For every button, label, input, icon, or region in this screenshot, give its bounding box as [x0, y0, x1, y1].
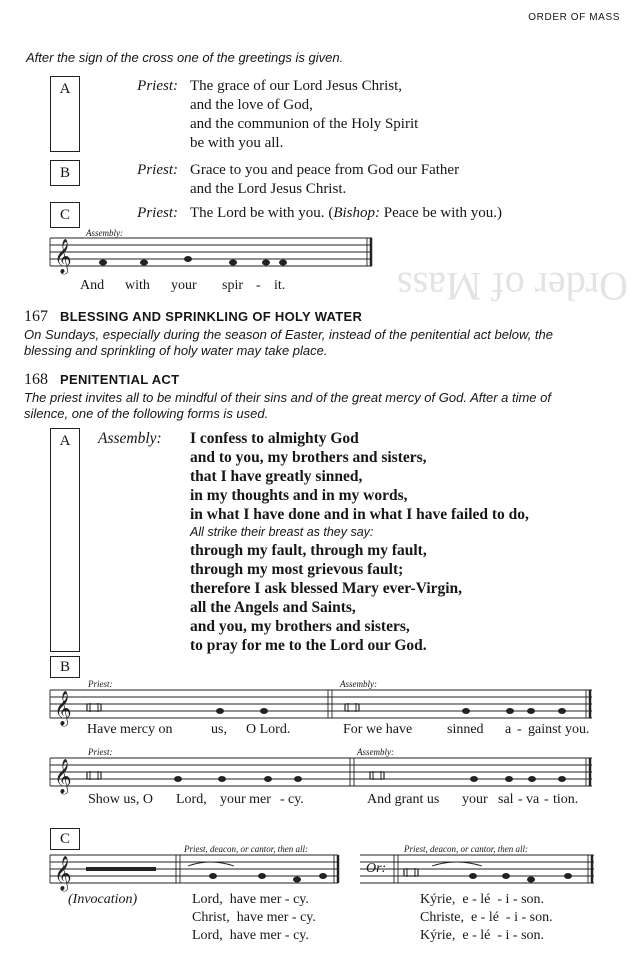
form-b-label: B — [50, 656, 80, 678]
confiteor-line: in my thoughts and in my words, — [190, 487, 408, 504]
form-b-row2-lyric: And grant us — [367, 792, 440, 807]
form-b-row1-lyric: a — [505, 722, 512, 737]
form-b-row1-role-left: Priest: — [88, 679, 113, 689]
form-b-row2-lyric: sal — [498, 792, 514, 807]
form-b-row2-lyric: va — [526, 792, 540, 807]
section-167-rubric: On Sundays, especially during the season of Easter, instead of the penitential act below, the — [24, 327, 554, 342]
form-c-left-line: Lord, have mer - cy. — [192, 892, 309, 907]
note — [527, 877, 535, 883]
running-head: ORDER OF MASS — [528, 12, 620, 23]
slur — [188, 862, 234, 866]
form-c-right-line: Kýrie, e - lé - i - son. — [420, 892, 545, 907]
form-b-row2-lyric: your mer — [220, 792, 271, 807]
chant-1-syllable: with — [125, 278, 150, 293]
section-168-rubric: silence, one of the following forms is used. — [24, 406, 269, 421]
greeting-c-text: The Lord be with you. — [190, 205, 325, 221]
greeting-a-line: be with you all. — [190, 135, 284, 151]
form-c-notes — [209, 868, 572, 883]
note — [258, 873, 266, 879]
note — [319, 873, 327, 879]
chant-1-syllable: And — [80, 278, 105, 293]
form-c-right-line: Kýrie, e - lé - i - son. — [420, 928, 545, 943]
section-number: 168 — [24, 371, 48, 388]
form-c-label: C — [50, 828, 80, 850]
section-title: PENITENTIAL ACT — [60, 372, 180, 387]
greeting-b-label: B — [50, 160, 80, 186]
bleed-through-heading: Order of Mass — [396, 264, 628, 309]
greeting-c-speaker: Priest: — [137, 205, 178, 221]
chant-1-syllable: it. — [274, 278, 286, 293]
note — [502, 873, 510, 879]
form-b-row1-lyric: O Lord. — [246, 722, 291, 737]
greeting-a-line: and the love of God, — [190, 97, 313, 113]
greeting-b-speaker: Priest: — [137, 162, 178, 178]
confiteor-line: and to you, my brothers and sisters, — [190, 449, 427, 466]
chant-1-syllable: spir — [222, 278, 243, 293]
form-c-role-left: Priest, deacon, or cantor, then all: — [184, 844, 308, 854]
treble-clef-icon: 𝄞 — [54, 856, 72, 891]
invocation-bar — [86, 867, 156, 871]
note — [564, 873, 572, 879]
note — [293, 877, 301, 883]
form-b-row2-lyric: cy. — [288, 792, 304, 807]
confiteor-line: through my fault, through my fault, — [190, 542, 427, 559]
confiteor-line: I confess to almighty God — [190, 430, 359, 447]
chant-1-syllable: - — [256, 278, 261, 293]
greeting-c-label: C — [50, 202, 80, 228]
confiteor-line: and you, my brothers and sisters, — [190, 618, 410, 635]
greeting-a-label: A — [59, 81, 71, 97]
form-b-row1-lyric: gainst you. — [528, 722, 590, 737]
chant-1-role: Assembly: — [86, 228, 123, 238]
form-b-row1-lyric: - — [517, 722, 522, 737]
confiteor-line: in what I have done and in what I have failed to do, — [190, 506, 529, 523]
bishop-label: Bishop: — [333, 205, 380, 221]
bishop-text: Peace be with you.) — [383, 205, 503, 221]
form-a-label: A — [59, 433, 71, 449]
greeting-a-line: The grace of our Lord Jesus Christ, — [190, 78, 403, 94]
section-167-rubric: blessing and sprinkling of holy water may take place. — [24, 343, 328, 358]
greeting-a-speaker: Priest: — [137, 78, 178, 94]
greeting-a-line: and the communion of the Holy Spirit — [190, 116, 419, 132]
confiteor-line: through my most grievous fault; — [190, 561, 404, 578]
form-b-row2-lyric: your — [462, 792, 488, 807]
form-b-row1-lyric: us, — [211, 722, 227, 737]
form-c-left-line: Christ, have mer - cy. — [192, 910, 316, 925]
slur — [432, 862, 482, 866]
form-b-row2-lyric: Show us, O — [88, 792, 153, 807]
form-b-row2-role-left: Priest: — [88, 747, 113, 757]
treble-clef-icon: 𝄞 — [54, 759, 72, 794]
confiteor-line: therefore I ask blessed Mary ever-Virgin, — [190, 580, 463, 597]
form-b-row2-lyric: - — [280, 792, 285, 807]
form-c-left-line: Lord, have mer - cy. — [192, 928, 309, 943]
form-c-role-right: Priest, deacon, or cantor, then all: — [404, 844, 528, 854]
treble-clef-icon: 𝄞 — [54, 691, 72, 726]
section-title: BLESSING AND SPRINKLING OF HOLY WATER — [60, 309, 363, 324]
form-c-right-line: Christe, e - lé - i - son. — [420, 910, 553, 925]
form-b-row1-lyric: sinned — [447, 722, 484, 737]
form-b-row2-lyric: Lord, — [176, 792, 207, 807]
section-number: 167 — [24, 308, 48, 325]
note — [469, 873, 477, 879]
breve-note — [404, 869, 418, 876]
form-b-row2-lyric: tion. — [553, 792, 579, 807]
treble-clef-icon: 𝄞 — [54, 239, 72, 274]
form-b-row2-lyric: - — [518, 792, 523, 807]
section-168-rubric: The priest invites all to be mindful of their sins and of the great mercy of God. After a time of — [24, 390, 551, 405]
form-b-row2-lyric: - — [544, 792, 549, 807]
confiteor-line: all the Angels and Saints, — [190, 599, 356, 616]
confiteor-speaker: Assembly: — [98, 430, 162, 447]
invocation-label: (Invocation) — [68, 892, 138, 907]
bishop-open-paren: ( — [328, 205, 334, 221]
intro-rubric: After the sign of the cross one of the greetings is given. — [26, 50, 344, 65]
note — [209, 873, 217, 879]
confiteor-line: that I have greatly sinned, — [190, 468, 363, 485]
form-b-row1-lyric: Have mercy on — [87, 722, 173, 737]
confiteor-rubric: All strike their breast as they say: — [190, 525, 374, 539]
form-b-row1-lyric: For we have — [343, 722, 413, 737]
chant-1-syllable: your — [171, 278, 197, 293]
or-label: Or: — [366, 861, 387, 876]
greeting-b-line: Grace to you and peace from God our Father — [190, 162, 460, 178]
confiteor-line: to pray for me to the Lord our God. — [190, 637, 427, 654]
form-b-row2-role-right: Assembly: — [357, 747, 394, 757]
greeting-b-line: and the Lord Jesus Christ. — [190, 181, 347, 197]
form-b-row1-role-right: Assembly: — [340, 679, 377, 689]
